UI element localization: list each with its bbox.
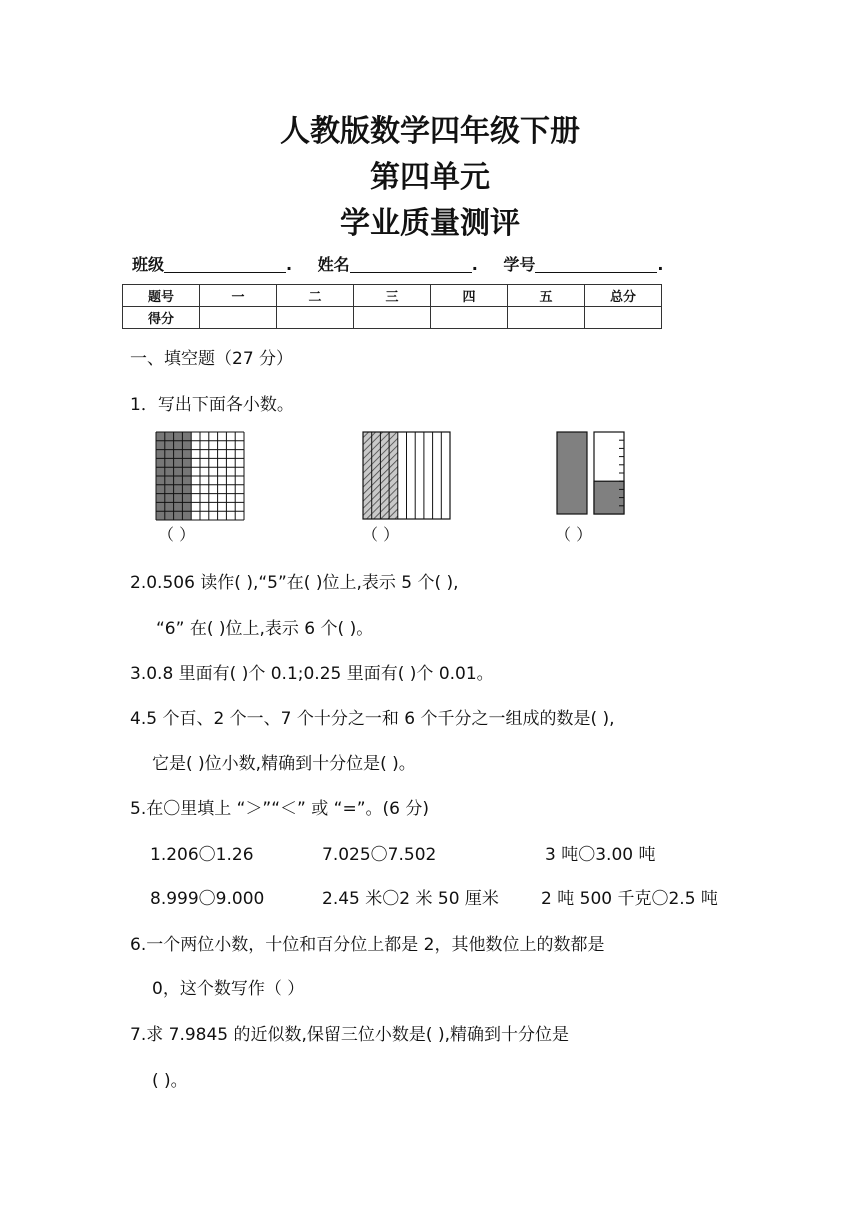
compare-item: 8.999〇9.000 xyxy=(150,889,265,909)
class-field[interactable] xyxy=(164,256,286,273)
question-1-text: 1．写出下面各小数。 xyxy=(130,395,294,415)
doc-subtitle-assessment: 学业质量测评 xyxy=(340,206,520,241)
full-cylinder xyxy=(557,432,587,514)
question-6-line-2: 0，这个数写作（ ） xyxy=(152,979,305,999)
name-label: 姓名 xyxy=(317,255,350,274)
id-field[interactable] xyxy=(535,256,657,273)
student-info-line: 班级 . 姓名 . 学号 . xyxy=(132,255,664,274)
tenth-strips-figure xyxy=(362,431,452,521)
score-cell[interactable] xyxy=(431,307,508,329)
row-label-cell: 得分 xyxy=(123,307,200,329)
doc-title: 人教版数学四年级下册 xyxy=(280,114,580,149)
question-7-line-1: 7.求 7.9845 的近似数,保留三位小数是( ),精确到十分位是 xyxy=(130,1025,569,1045)
doc-subtitle-unit: 第四单元 xyxy=(370,160,490,195)
question-4-line-1: 4.5 个百、2 个一、7 个十分之一和 6 个千分之一组成的数是( ), xyxy=(130,709,615,729)
header-cell: 五 xyxy=(508,285,585,307)
header-cell: 题号 xyxy=(123,285,200,307)
answer-blank-1[interactable]: （ ） xyxy=(158,525,196,544)
question-7-line-2: ( )。 xyxy=(152,1071,188,1091)
question-2-line-1: 2.0.506 读作( ),“5”在( )位上,表示 5 个( ), xyxy=(130,573,459,593)
header-cell: 一 xyxy=(200,285,277,307)
answer-blank-2[interactable]: （ ） xyxy=(362,525,400,544)
measuring-cylinders-figure xyxy=(556,430,632,518)
question-4-line-2: 它是( )位小数,精确到十分位是( )。 xyxy=(152,754,416,774)
compare-item: 2 吨 500 千克〇2.5 吨 xyxy=(541,889,718,909)
header-cell: 四 xyxy=(431,285,508,307)
hundred-grid-figure xyxy=(155,431,247,523)
score-table-header-row xyxy=(123,285,662,307)
answer-blank-3[interactable]: （ ） xyxy=(555,525,593,544)
id-label: 学号 xyxy=(503,255,536,274)
score-cell[interactable] xyxy=(354,307,431,329)
name-field[interactable] xyxy=(350,256,472,273)
compare-item: 3 吨〇3.00 吨 xyxy=(545,845,656,865)
header-cell: 总分 xyxy=(585,285,662,307)
compare-item: 7.025〇7.502 xyxy=(322,845,437,865)
section-heading-fill-blank: 一、填空题（27 分） xyxy=(130,349,294,369)
score-cell[interactable] xyxy=(585,307,662,329)
question-3: 3.0.8 里面有( )个 0.1;0.25 里面有( )个 0.01。 xyxy=(130,664,494,684)
header-cell: 三 xyxy=(354,285,431,307)
compare-item: 1.206〇1.26 xyxy=(150,845,254,865)
score-table-score-row xyxy=(123,307,662,329)
score-cell[interactable] xyxy=(508,307,585,329)
question-2-line-2: “6” 在( )位上,表示 6 个( )。 xyxy=(156,619,374,639)
score-table xyxy=(122,284,662,329)
header-cell: 二 xyxy=(277,285,354,307)
compare-item: 2.45 米〇2 米 50 厘米 xyxy=(322,889,499,909)
question-6-line-1: 6.一个两位小数，十位和百分位上都是 2，其他数位上的数都是 xyxy=(130,935,605,955)
question-5-text: 5.在〇里填上 “＞”“＜” 或 “=”。(6 分) xyxy=(130,799,430,819)
score-cell[interactable] xyxy=(277,307,354,329)
score-cell[interactable] xyxy=(200,307,277,329)
class-label: 班级 xyxy=(132,255,165,274)
